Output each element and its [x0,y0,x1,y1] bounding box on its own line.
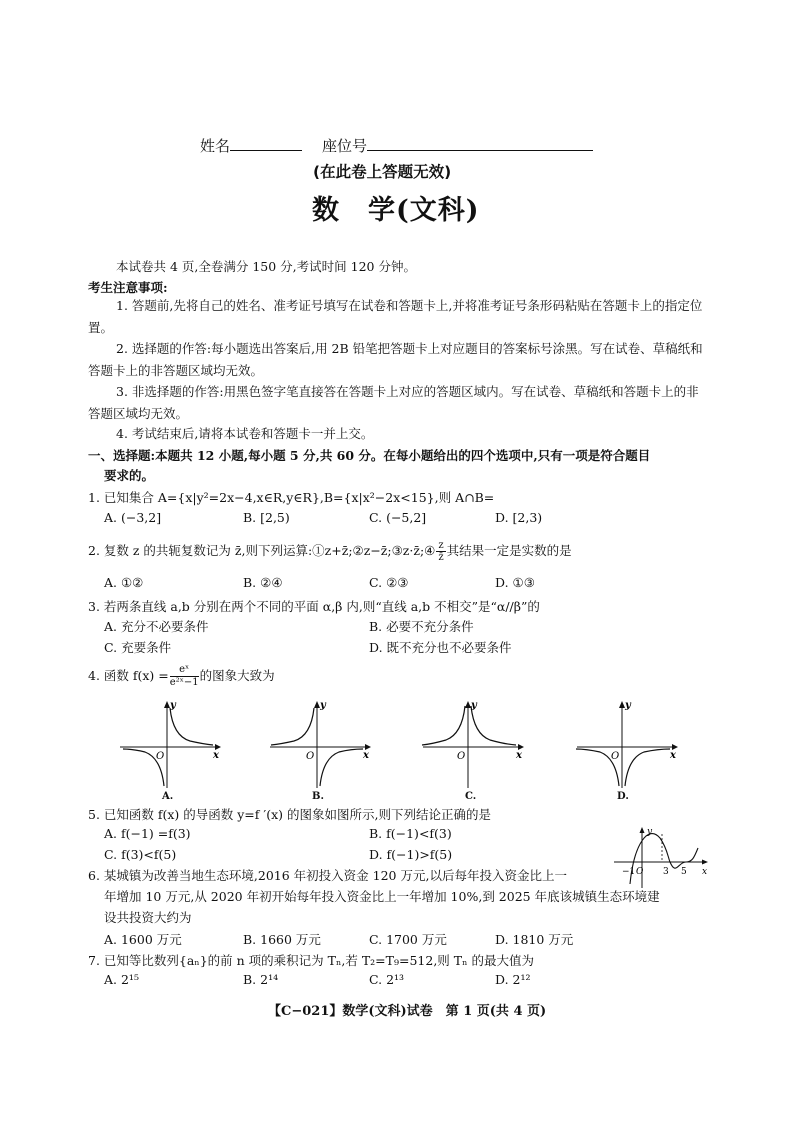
q2-option-b[interactable]: B. ②④ [243,575,283,590]
q4-graph-b[interactable] [265,696,375,791]
q4-option-c[interactable]: C. [465,791,477,802]
q5-tick-5: 5 [681,867,687,877]
seat-label: 座位号 [322,137,368,155]
q3-option-c[interactable]: C. 充要条件 [104,640,172,655]
q2-frac-num: z [438,540,444,551]
q1-stem: 1. 已知集合 A={x|y²=2x−4,x∈R,y∈R},B={x|x²−2x<15},则 A∩B= [88,490,495,505]
q4c-y-label: y [471,700,477,711]
name-blank[interactable] [230,136,302,151]
q7-option-b[interactable]: B. 2¹⁴ [243,972,279,987]
q1-option-c[interactable]: C. (−5,2] [369,510,427,525]
q4b-origin-label: O [306,751,315,762]
q4-fraction [170,664,199,689]
q5-tick-3: 3 [663,867,669,877]
section-heading-line1: 一、选择题:本题共 12 小题,每小题 5 分,共 60 分。在每小题给出的四个选项中,只有一项是符合题目 [88,448,651,463]
q2-stem-b: 其结果一定是实数的是 [446,543,572,558]
q6-line2: 年增加 10 万元,从 2020 年初开始每年投入资金比上一年增加 10%,到 2025 年底该城镇生态环境建 [104,889,660,904]
q4-stem [88,664,275,689]
name-field[interactable] [200,135,302,156]
q2-option-d[interactable]: D. ①③ [495,575,535,590]
q4b-x-label: x [363,750,369,761]
q5-derivative-graph [612,824,712,890]
note-4: 4. 考试结束后,请将本试卷和答题卡一并上交。 [116,426,374,441]
q4-option-d[interactable]: D. [617,791,629,802]
section-heading-line2: 要求的。 [104,468,155,483]
q3-option-a[interactable]: A. 充分不必要条件 [104,619,209,634]
q5-option-b[interactable]: B. f(−1)<f(3) [369,826,452,841]
q4-option-a[interactable]: A. [162,791,174,802]
q4d-y-label: y [625,700,631,711]
q2-stem [88,540,572,563]
q4a-x-label: x [213,750,219,761]
q7-stem: 7. 已知等比数列{aₙ}的前 n 项的乘积记为 Tₙ,若 T₂=T₉=512,则 Tₙ 的最大值为 [88,953,534,968]
q6-option-b[interactable]: B. 1660 万元 [243,932,321,947]
q2-option-c[interactable]: C. ②③ [369,575,409,590]
q4-frac-den: e²ˣ−1 [169,677,199,688]
seat-blank[interactable] [367,136,593,151]
q5-tick-neg1: −1 [622,867,636,877]
note-2: 2. 选择题的作答:每小题选出答案后,用 2B 铅笔把答题卡上对应题目的答案标号涂黑。写在试卷、草稿纸和答题卡上的非答题区域均无效。 [88,341,703,378]
q5-origin-label: O [636,867,644,877]
note-3: 3. 非选择题的作答:用黑色签字笔直接答在答题卡上对应的答题区域内。写在试卷、草稿纸和答题卡上的非答题区域均无效。 [88,384,699,421]
q3-stem: 3. 若两条直线 a,b 分别在两个不同的平面 α,β 内,则“直线 a,b 不相交”是“α//β”的 [88,599,540,614]
q4-frac-num: eˣ [170,664,199,677]
q5-y-label: y [647,827,653,837]
q6-line1: 6. 某城镇为改善当地生态环境,2016 年初投入资金 120 万元,以后每年投入资金比上一 [88,868,567,883]
page-footer: 【C−021】数学(文科)试卷 第 1 页(共 4 页) [268,1004,547,1019]
q4d-origin-label: O [611,751,620,762]
q1-option-d[interactable]: D. [2,3) [495,510,543,525]
intro-text: 本试卷共 4 页,全卷满分 150 分,考试时间 120 分钟。 [116,259,416,274]
q6-option-d[interactable]: D. 1810 万元 [495,932,574,947]
q5-stem: 5. 已知函数 f(x) 的导函数 y=f ′(x) 的图象如图所示,则下列结论正确的是 [88,807,491,822]
q5-x-label: x [702,867,708,877]
q4a-origin-label: O [156,751,165,762]
q6-option-c[interactable]: C. 1700 万元 [369,932,447,947]
q4-stem-b: 的图象大致为 [199,668,275,683]
q2-frac-den: z̄ [438,552,444,563]
q4d-x-label: x [670,750,676,761]
q2-fraction [436,540,445,563]
q7-option-a[interactable]: A. 2¹⁵ [104,972,139,987]
note-1: 1. 答题前,先将自己的姓名、准考证号填写在试卷和答题卡上,并将准考证号条形码粘贴在答题卡上的指定位置。 [88,298,703,335]
name-label: 姓名 [200,137,231,155]
q4c-origin-label: O [457,751,466,762]
q7-option-d[interactable]: D. 2¹² [495,972,531,987]
q5-option-c[interactable]: C. f(3)<f(5) [104,847,177,862]
q5-option-d[interactable]: D. f(−1)>f(5) [369,847,453,862]
q4b-y-label: y [320,700,326,711]
notes-heading: 考生注意事项: [88,280,168,295]
q3-option-b[interactable]: B. 必要不充分条件 [369,619,474,634]
page-title: 数 学(文科) [312,195,480,226]
q4-graph-d[interactable] [572,696,682,791]
q3-option-d[interactable]: D. 既不充分也不必要条件 [369,640,512,655]
q4-graph-c[interactable] [418,696,528,791]
q2-option-a[interactable]: A. ①② [104,575,144,590]
q4c-x-label: x [516,750,522,761]
q4a-y-label: y [170,700,176,711]
q4-option-b[interactable]: B. [312,791,324,802]
q4-graph-a[interactable] [115,696,225,791]
invalid-note: (在此卷上答题无效) [313,163,452,181]
q7-option-c[interactable]: C. 2¹³ [369,972,405,987]
q2-stem-a: 2. 复数 z 的共轭复数记为 z̄,则下列运算:①z+z̄;②z−z̄;③z·z̄;④ [88,543,436,558]
q4-stem-a: 4. 函数 f(x) = [88,668,169,683]
q5-option-a[interactable]: A. f(−1) =f(3) [104,826,191,841]
seat-field[interactable] [322,135,593,156]
q1-option-b[interactable]: B. [2,5) [243,510,290,525]
q6-line3: 设共投资大约为 [104,910,192,925]
q6-option-a[interactable]: A. 1600 万元 [104,932,182,947]
q1-option-a[interactable]: A. (−3,2] [104,510,162,525]
